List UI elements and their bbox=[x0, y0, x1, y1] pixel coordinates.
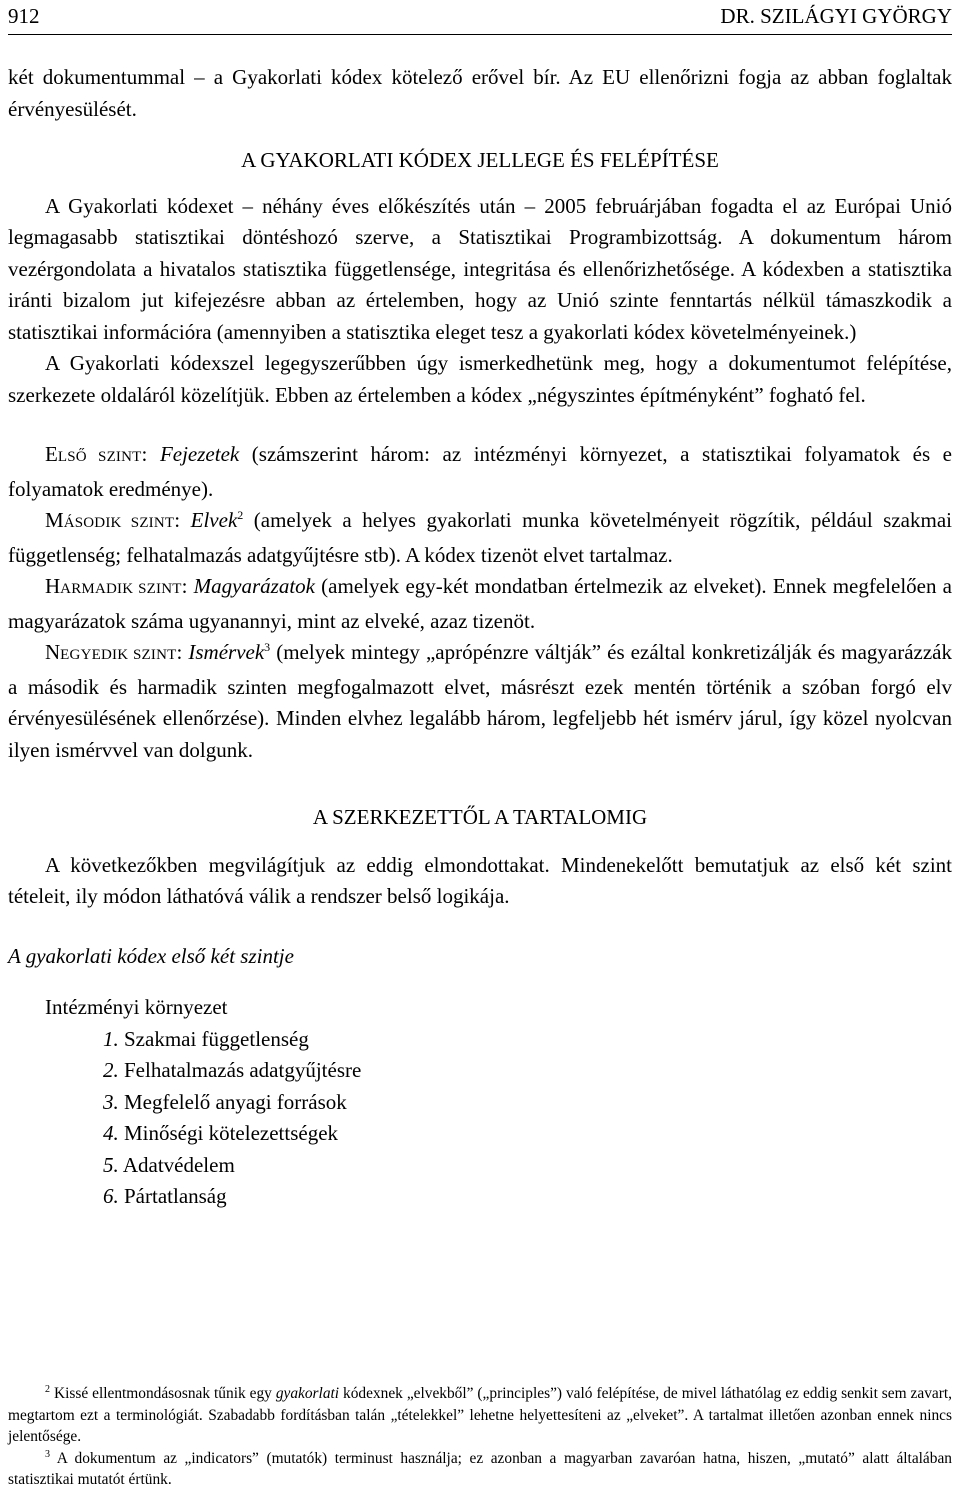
list-item: 5. Adatvédelem bbox=[103, 1152, 235, 1177]
level-three-label: HARMADIK SZINT: bbox=[45, 574, 194, 598]
level-four-term: Ismérvek bbox=[188, 640, 265, 664]
footnote-3: $^3$ A dokumentum az „indicators” (mutatók) terminust használja; ez azonban a magyarban zavaróan hatna, hiszen, „mutató” alatt általában statisztikai mutatót értünk. bbox=[8, 1448, 952, 1488]
footnote-ref-2: 2 bbox=[237, 508, 244, 522]
list-chapter-title: Intézményi környezet bbox=[45, 995, 228, 1019]
subheading-first-two-levels: A gyakorlati kódex első két szintje bbox=[8, 943, 294, 968]
body-text bbox=[8, 62, 952, 1213]
footnote-2: $^2$ Kissé ellentmondásosnak tűnik egy gyakorlati kódexnek „elvekből” („principles”) való felépítése, de mivel láthatólag ez eddig senkit sem zavart, megtartom ezt a terminológiát. Szabadabb fordításban talán „tételekkel” lehetne helyettesíteni az „elveket”. A tartalmat illetően azonban ennek nincs jelentősége. bbox=[8, 1383, 952, 1445]
level-four-label: NEGYEDIK SZINT: bbox=[45, 640, 189, 664]
paragraph-four-levels: A Gyakorlati kódexszel legegyszerűbben úgy ismerkedhetünk meg, hogy a dokumentumot felépítése, szerkezete oldaláról közelítjük. Ebben az értelemben a kódex „négyszintes építményként” fogható fel. bbox=[8, 351, 952, 407]
running-header bbox=[8, 4, 952, 34]
page-number: 912 bbox=[8, 4, 40, 28]
list-item: 2. Felhatalmazás adatgyűjtésre bbox=[103, 1058, 362, 1082]
list-item: 3. Megfelelő anyagi források bbox=[103, 1089, 347, 1114]
level-four-paragraph: NEGYEDIK SZINT: Ismérvek$^3$ (melyek mintegy „aprópénzre váltják” és ezáltal konkretizálják és magyarázzák a második és harmadik szinten megfogalmazott elvet, másrészt ezek mentén történik a szóban forgó elv érvényesülésének ellenőrzése). Minden elvhez legalább három, legfeljebb hét ismérv járul, így közel nyolcvan ilyen ismérvvel van dolgunk. bbox=[8, 640, 952, 762]
level-three-paragraph: HARMADIK SZINT: Magyarázatok (amelyek egy-két mondatban értelmezik az elveket). Ennek megfelelően a magyarázatok száma ugyanannyi, mint az elveké, azaz tizenöt. bbox=[8, 574, 952, 633]
level-one-paragraph: ELSŐ SZINT: Fejezetek (számszerint három: az intézményi környezet, a statisztikai folyamatok és e folyamatok eredménye). bbox=[8, 442, 953, 501]
header-rule bbox=[8, 34, 952, 35]
running-head-author: DR. SZILÁGYI GYÖRGY bbox=[720, 4, 952, 28]
footnote-ref-3: 3 bbox=[264, 640, 271, 654]
principles-list bbox=[8, 992, 952, 1213]
level-two-term: Elvek bbox=[190, 508, 238, 532]
level-one-label: ELSŐ SZINT: bbox=[45, 442, 160, 466]
paragraph-introduction-levels: A következőkben megvilágítjuk az eddig elmondottakat. Mindenekelőtt bemutatjuk az első két szint tételeit, ily módon láthatóvá válik a rendszer belső logikája. bbox=[8, 852, 952, 908]
level-one-term: Fejezetek bbox=[159, 442, 240, 466]
section-heading-content: A SZERKEZETTŐL A TARTALOMIG bbox=[312, 805, 648, 829]
section-heading-structure: A GYAKORLATI KÓDEX JELLEGE ÉS FELÉPÍTÉSE bbox=[241, 148, 719, 172]
list-item: 4. Minőségi kötelezettségek bbox=[103, 1121, 339, 1145]
intro-paragraph: két dokumentummal – a Gyakorlati kódex kötelező erővel bír. Az EU ellenőrizni fogja az abban foglaltak érvényesülését. bbox=[8, 65, 952, 121]
level-three-term: Magyarázatok bbox=[193, 574, 315, 598]
list-item: 6. Pártatlanság bbox=[103, 1184, 227, 1208]
footnotes bbox=[8, 1383, 952, 1491]
level-two-paragraph: MÁSODIK SZINT: Elvek$^2$ (amelyek a helyes gyakorlati munka követelményeit rögzítik, például szakmai függetlenség; felhatalmazás adatgyűjtésre stb). A kódex tizenöt elvet tartalmaz. bbox=[8, 508, 952, 567]
list-item: 1. Szakmai függetlenség bbox=[103, 1026, 309, 1051]
level-two-label: MÁSODIK SZINT: bbox=[45, 508, 191, 532]
paragraph-adoption: A Gyakorlati kódexet – néhány éves előkészítés után – 2005 februárjában fogadta el az Európai Unió legmagasabb statisztikai döntéshozó szerve, a Statisztikai Programbizottság. A dokumentum három vezérgondolata a hivatalos statisztika függetlensége, integritása és ellenőrizhetősége. A kódexben a statisztika iránti bizalom jut kifejezésre abban az értelemben, hogy az Unió szinte fenntartás nélkül támaszkodik a statisztikai információra (amennyiben a statisztika eleget tesz a gyakorlati kódex követelményeinek.) bbox=[8, 193, 952, 344]
